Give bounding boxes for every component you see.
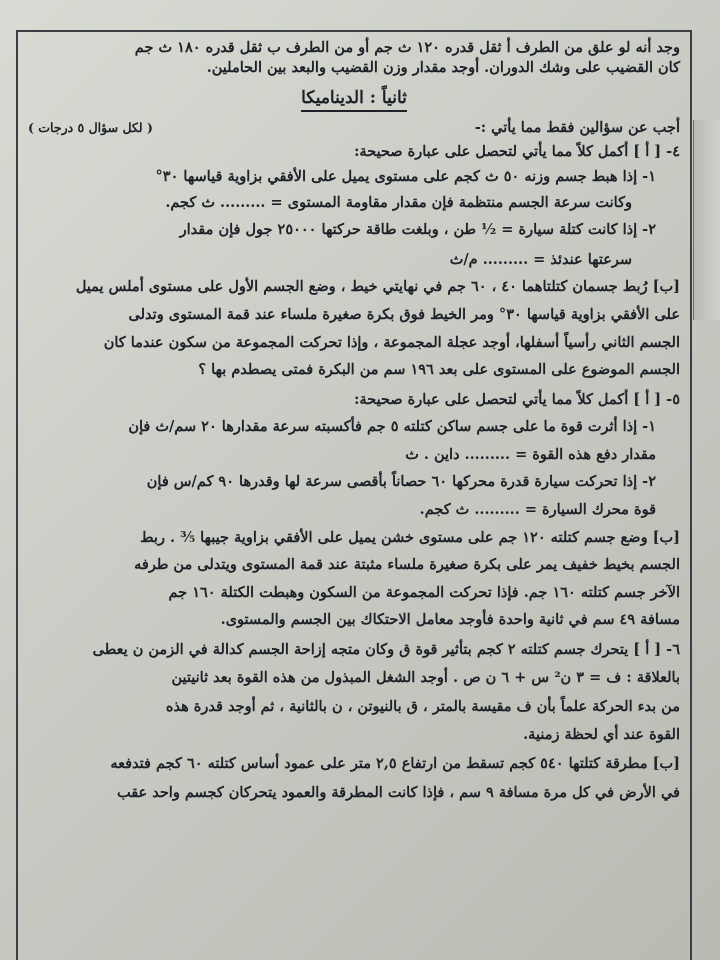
header-line: كان القضيب على وشك الدوران. أوجد مقدار وزن القضيب والبعد بين الحاملين. — [206, 58, 680, 76]
q6-b-line: [ب] مطرقة كتلتها ٥٤٠ كجم تسقط من ارتفاع ٢,٥ متر على عمود أساس كتلته ٦٠ كجم فتدفعه — [110, 755, 680, 772]
section-title-text: ثانياً : الديناميكا — [301, 88, 407, 112]
q4-b — [28, 277, 680, 379]
q6-a-line: القوة عند أي لحظة زمنية. — [523, 726, 680, 744]
q6-a — [28, 640, 680, 745]
q5-b-line: مسافة ٤٩ سم في ثانية واحدة فأوجد معامل الاحتكاك بين الجسم والمستوى. — [220, 611, 680, 629]
q5-b — [28, 528, 680, 630]
header-paragraph — [28, 38, 680, 77]
instructions-marks: ( لكل سؤال ٥ درجات ) — [28, 120, 153, 136]
q4-a-heading: ٤- [ أ ] أكمل كلاً مما يأتي لتحصل على عبارة صحيحة: — [354, 142, 680, 160]
exam-content — [28, 38, 680, 802]
q5-b-line: [ب] وضع جسم كتلته ١٢٠ جم على مستوى خشن يميل على الأفقي بزاوية جيبها ⅗ . ربط — [140, 528, 680, 546]
q5-a-heading: ٥- [ أ ] أكمل كلاً مما يأتي لتحصل على عبارة صحيحة: — [354, 390, 680, 408]
header-line: وجد أنه لو علق من الطرف أ ثقل قدره ١٢٠ ث جم أو من الطرف ب ثقل قدره ١٨٠ ث جم — [134, 39, 680, 56]
q6-a-line: بالعلاقة : ف = ٣ ن² س + ٦ ن ص . أوجد الشغل المبذول من هذه القوة بعد ثانيتين — [171, 669, 680, 687]
q6-a-line: ٦- [ أ ] يتحرك جسم كتلته ٢ كجم بتأثير قوة ق وكان متجه إزاحة الجسم كدالة في الزمن ن يعطى — [92, 640, 680, 658]
question-5 — [28, 390, 680, 630]
q4-b-line: على الأفقي بزاوية قياسها ٣٠° ومر الخيط فوق بكرة صغيرة ملساء عند قمة المستوى وتدلى — [128, 306, 680, 323]
q4-b-line: الجسم الثاني رأسياً أسفلها، أوجد عجلة المجموعة ، وإذا تحركت المجموعة من سكون عندما كان — [103, 333, 680, 351]
q6-b-line: في الأرض في كل مرة مسافة ٩ سم ، فإذا كانت المطرقة والعمود يتحركان كجسم واحد عقب — [116, 783, 680, 801]
question-6 — [28, 640, 680, 802]
q4-b-line: [ب] رُبط جسمان كتلتاهما ٤٠ ، ٦٠ جم في نهايتي خيط ، وضع الجسم الأول على مستوى أملس يميل — [75, 278, 680, 296]
q5-a2-line: ٢- إذا تحركت سيارة قدرة محركها ٦٠ حصاناً بأقصى سرعة لها وقدرها ٩٠ كم/س فإن — [146, 473, 656, 491]
q4-a2-line: سرعتها عندئذ = ......... م/ث — [449, 250, 632, 268]
question-4 — [28, 142, 680, 380]
instructions-row — [28, 118, 680, 138]
q4-a2-line: ٢- إذا كانت كتلة سيارة = ½ طن ، وبلغت طاقة حركتها ٢٥٠٠٠ جول فإن مقدار — [179, 221, 656, 239]
instructions-answer: أجب عن سؤالين فقط مما يأتي :- — [474, 119, 680, 137]
q5-a1-line: مقدار دفع هذه القوة = ......... داين . ث — [405, 445, 656, 463]
q6-a-line: من بدء الحركة علماً بأن ف مقيسة بالمتر ، ق بالنيوتن ، ن بالثانية ، ثم أوجد قدرة هذه — [165, 697, 680, 715]
q4-b-line: الجسم الموضوع على المستوى على بعد ١٩٦ سم من البكرة فمتى يصطدم بها ؟ — [198, 361, 680, 379]
q6-b — [28, 754, 680, 802]
q4-a2 — [28, 220, 680, 269]
q5-a2-line: قوة محرك السيارة = ......... ث كجم. — [419, 500, 656, 518]
q5-a1-line: ١- إذا أثرت قوة ما على جسم ساكن كتلته ٥ جم فأكسبته سرعة مقدارها ٢٠ سم/ث فإن — [128, 418, 656, 436]
section-title — [28, 87, 680, 110]
q4-a1 — [28, 167, 680, 212]
q4-a1-line: وكانت سرعة الجسم منتظمة فإن مقدار مقاومة المستوى = ......... ث كجم. — [165, 193, 632, 211]
q5-a2 — [28, 472, 680, 519]
q5-b-line: الآخر جسم كتلته ١٦٠ جم. فإذا تحركت المجموعة من السكون وهبطت الكتلة ١٦٠ جم — [168, 583, 680, 601]
q5-a1 — [28, 417, 680, 464]
q4-a1-line: ١- إذا هبط جسم وزنه ٥٠ ث كجم على مستوى يميل على الأفقي بزاوية قياسها ٣٠° — [155, 168, 656, 186]
q5-b-line: الجسم بخيط خفيف يمر على بكرة صغيرة ملساء مثبتة عند قمة المستوى ويتدلى من طرفه — [134, 556, 680, 574]
adjacent-page-edge — [693, 120, 720, 320]
